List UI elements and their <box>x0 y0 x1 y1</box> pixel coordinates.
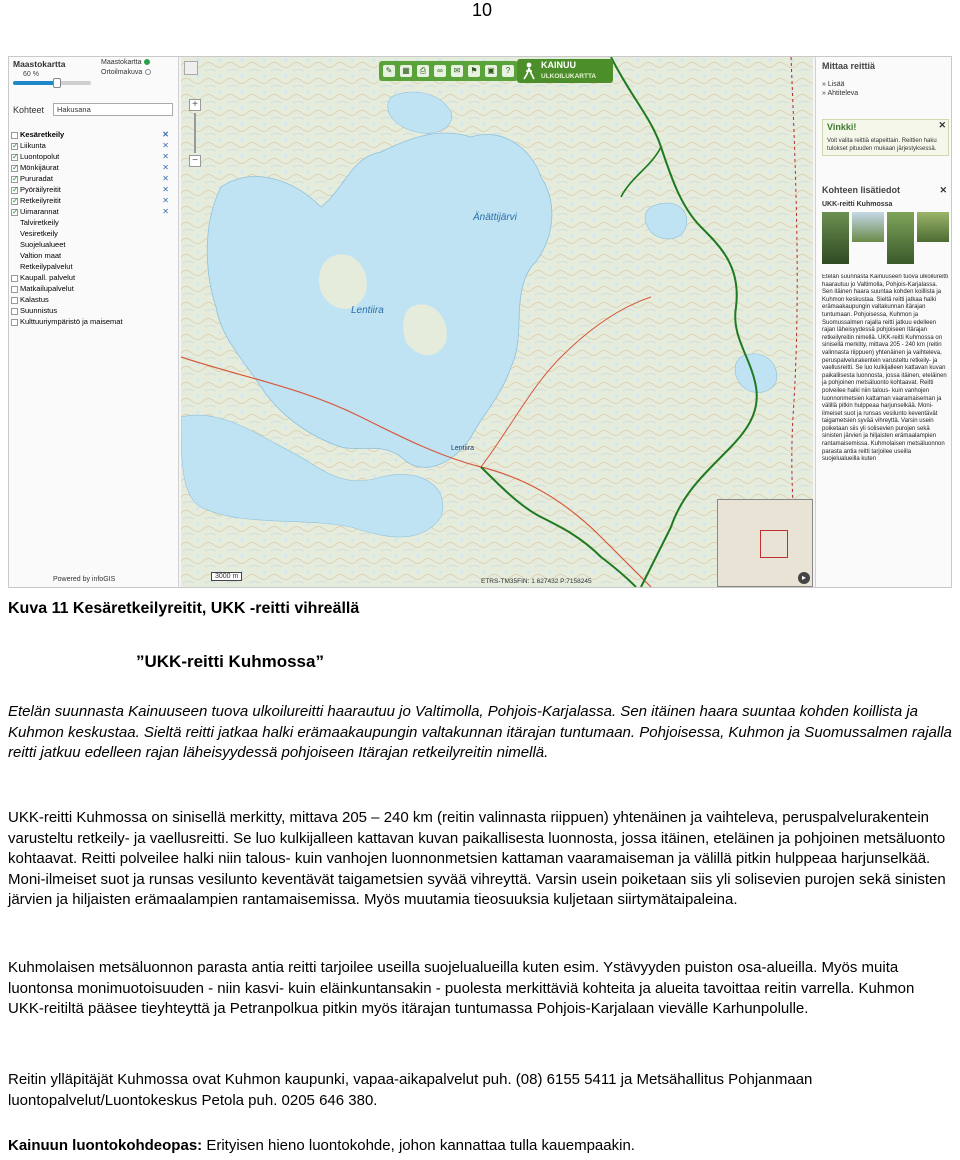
layer-item[interactable] <box>11 294 173 305</box>
checkbox-icon[interactable] <box>11 297 18 304</box>
overview-toggle-icon[interactable]: ▸ <box>798 572 810 584</box>
zoom-slider[interactable] <box>194 113 196 153</box>
base-option-ortho[interactable] <box>101 69 151 76</box>
town-label: Lentiira <box>451 445 474 452</box>
brand-title: KAINUU <box>541 60 576 70</box>
remove-icon[interactable]: ✕ <box>162 196 169 205</box>
layer-label: Suojelualueet <box>20 240 66 249</box>
paragraph: Reitin ylläpitäjät Kuhmossa ovat Kuhmon kaupunki, vapaa-aikapalvelut puh. (08) 6155 5411 ja Metsähallitus Pohjanmaan luontopalvelut/Luontokeskus Petola puh. 0205 646 380. <box>8 1071 813 1109</box>
base-option-label: Maastokartta <box>101 59 142 66</box>
lake-label: Änättijärvi <box>473 212 517 223</box>
brand-subtitle: ULKOILUKARTTA <box>541 73 597 80</box>
checkbox-checked-icon[interactable] <box>11 154 18 161</box>
zoom-in-button[interactable]: + <box>189 99 201 111</box>
item-title: UKK-reitti Kuhmossa <box>822 201 893 208</box>
remove-icon[interactable]: ✕ <box>162 174 169 183</box>
info-panel <box>815 57 952 587</box>
layer-item[interactable] <box>11 195 173 206</box>
paragraph: Etelän suunnasta Kainuuseen tuova ulkoilureitti haarautuu jo Valtimolla, Pohjois-Karjalassa. Sen itäinen haara suuntaa kohden koillista ja Kuhmon keskustaa. Sieltä reitti jatkaa halki erämaakaupungin valtakunnan itärajan tuntumaan. Pohjoisessa, Kuhmon ja Suomussalmen rajalla reitti jatkuu edelleen rajan läheisyydessä pohjoiseen Itärajan retkeilyreitin nimellä. <box>8 703 952 762</box>
help-icon[interactable]: ? <box>502 65 514 77</box>
page-number: 10 <box>471 0 493 20</box>
layer-label: Vesiretkeily <box>20 229 58 238</box>
layer-item[interactable] <box>11 272 173 283</box>
layer-label: Mönkijäurat <box>20 163 59 172</box>
checkbox-icon[interactable] <box>11 132 18 139</box>
tip-box <box>822 119 949 156</box>
layer-label: Pyöräilyreitit <box>20 185 61 194</box>
overview-extent <box>760 530 788 558</box>
pencil-icon[interactable]: ✎ <box>383 65 395 77</box>
base-option-terrain[interactable] <box>101 59 150 66</box>
layer-item[interactable] <box>11 250 173 261</box>
scale-bar: 3000 m <box>211 572 242 581</box>
layer-label: Talviretkeily <box>20 218 59 227</box>
remove-icon[interactable]: ✕ <box>162 141 169 150</box>
checkbox-checked-icon[interactable] <box>11 198 18 205</box>
layer-label: Kalastus <box>20 295 49 304</box>
opacity-knob[interactable] <box>53 78 61 88</box>
layer-label: Valtion maat <box>20 251 62 260</box>
kohteet-label: Kohteet <box>13 105 45 115</box>
brand-logo <box>517 59 613 83</box>
item-description: Etelän suunnasta Kainuuseen tuova ulkoilureitti haarautuu jo Valtimolla, Pohjois-Karjalassa. Sen itäinen haara suuntaa kohden koillista ja Kuhmon keskustaa. Sieltä reitti jatkaa halki erämaakaupungin valtakunnan itärajan tuntumaan. Pohjoisessa, Kuhmon ja Suomussalmen rajalla reitti jatkuu edelleen rajan läheisyydessä pohjoiseen Itärajan retkeilyreitin nimellä. UKK-reitti Kuhmossa on sinisellä merkitty, mittava 205 - 240 km (reitin valinnasta riippuen) yhtenäinen ja vaihteleva, peruspalvelurakentein varusteltu retkeily- ja vaellusreitti. Se luo kulkijalleen kattavan kuvan paikallisesta luonnosta, jossa itäinen, eteläinen ja pohjoinen metsäluonto kohtaavat. Reitti polveilee halki niin talous- kuin vanhojen luonnonmetsien kattaman vaaramaiseman ja välillä pitkin hulppeaa harjunselkää. Moni-ilmeiset suot ja runsas vesilunto keventävät taigametsien syvää vihreyttä. Varsin usein poiketaan siis yli solisevien purojen sekä sinisten järvien ja hiljaisten erämaalampien rantamaisemissa. Kuhmolaisen metsäluonnon parasta antia reitti tarjoilee useilla suojelualueilla kuten <box>822 274 949 463</box>
layer-item[interactable] <box>11 129 173 140</box>
layer-item[interactable] <box>11 206 173 217</box>
hiker-icon <box>522 62 536 80</box>
layer-item[interactable] <box>11 316 173 327</box>
link-icon[interactable]: ∞ <box>434 65 446 77</box>
layer-item[interactable] <box>11 217 173 228</box>
layer-label: Kulttuuriympäristö ja maisemat <box>20 317 123 326</box>
guide-text: Erityisen hieno luontokohde, johon kannattaa tulla kauempaakin. <box>202 1137 635 1154</box>
close-icon[interactable]: ✕ <box>939 185 947 195</box>
zoom-out-button[interactable]: − <box>189 155 201 167</box>
fullscreen-icon[interactable]: ▣ <box>485 65 497 77</box>
layer-item[interactable] <box>11 283 173 294</box>
layer-item[interactable] <box>11 151 173 162</box>
checkbox-checked-icon[interactable] <box>11 143 18 150</box>
checkbox-checked-icon[interactable] <box>11 209 18 216</box>
layer-item[interactable] <box>11 305 173 316</box>
remove-icon[interactable]: ✕ <box>162 185 169 194</box>
photo-thumbnail[interactable] <box>852 212 884 242</box>
map-screenshot <box>8 56 952 588</box>
coordinate-readout: ETRS-TM35FIN: 1 627432 P:7158245 <box>481 578 592 585</box>
layer-label: Retkeilyreitit <box>20 196 61 205</box>
print-icon[interactable]: ⎙ <box>417 65 429 77</box>
checkbox-icon[interactable] <box>11 319 18 326</box>
powered-by: Powered by infoGIS <box>53 576 116 583</box>
checkbox-checked-icon[interactable] <box>11 187 18 194</box>
map-view[interactable] <box>181 57 813 587</box>
search-input[interactable]: Hakusana <box>53 103 173 116</box>
measure-section <box>822 61 949 97</box>
measure-title: Mittaa reittiä <box>822 61 876 71</box>
layer-label: Suunnistus <box>20 306 58 315</box>
layer-label: Luontopolut <box>20 152 60 161</box>
layer-list <box>11 129 173 327</box>
paragraph <box>8 1136 952 1157</box>
photo-gallery <box>822 212 949 264</box>
remove-icon[interactable]: ✕ <box>162 130 169 139</box>
layer-label: Matkailupalvelut <box>20 284 74 293</box>
checkbox-icon[interactable] <box>11 275 18 282</box>
radio-icon <box>145 69 151 75</box>
layer-item[interactable] <box>11 173 173 184</box>
layer-label: Retkeilypalvelut <box>20 262 73 271</box>
figure-caption: Kuva 11 Kesäretkeilyreitit, UKK -reitti vihreällä <box>8 600 360 617</box>
layer-label: Liikunta <box>20 141 46 150</box>
mail-icon[interactable]: ✉ <box>451 65 463 77</box>
close-icon[interactable]: ✕ <box>938 120 946 130</box>
opacity-value: 60 % <box>23 71 39 78</box>
details-section <box>822 185 949 562</box>
layer-item[interactable] <box>11 140 173 151</box>
layer-item[interactable] <box>11 239 173 250</box>
tip-text: Voit valita reittiä etapeittain. Reittien haku tulokset pituuden mukaan järjestyksessä. <box>827 138 937 152</box>
measure-clear-link[interactable]: » Ahtiteleva <box>822 90 859 97</box>
opacity-slider[interactable] <box>13 81 91 85</box>
checkbox-icon[interactable] <box>11 286 18 293</box>
section-heading: ”UKK-reitti Kuhmossa” <box>136 652 324 671</box>
paragraph: Kuhmolaisen metsäluonnon parasta antia reitti tarjoilee useilla suojelualueilla kuten esim. Ystävyyden puiston osa-alueilla. Myös muita luontonsa monimuotoisuuden - niin kasvi- kuin eläinkuntansakin - puolesta merkittäviä kohteita ja alueita tavoittaa reitin varrella. Kuhmon UKK-reitiltä pääsee tieyhteyttä ja Petranpolkua pitkin myös itärajan tuntumassa Pohjois-Karjalaan vievälle Karhunpolulle. <box>8 959 915 1018</box>
layer-label: Kesäretkeily <box>20 130 65 139</box>
details-title: Kohteen lisätiedot <box>822 185 901 195</box>
checkbox-checked-icon[interactable] <box>11 165 18 172</box>
guide-label: Kainuun luontokohdeopas: <box>8 1137 203 1154</box>
layer-item[interactable] <box>11 162 173 173</box>
layer-label: Uimarannat <box>20 207 59 216</box>
layers-panel <box>9 57 179 587</box>
photo-thumbnail[interactable] <box>917 212 949 242</box>
tip-title: Vinkki! <box>827 122 857 132</box>
remove-icon[interactable]: ✕ <box>162 163 169 172</box>
measure-add-link[interactable]: » Lisää <box>822 81 845 88</box>
radio-selected-icon <box>144 59 150 65</box>
flag-icon[interactable]: ⚑ <box>468 65 480 77</box>
map-toolbar <box>379 61 518 81</box>
lake-label: Lentiira <box>351 305 384 316</box>
zoom-control <box>189 99 201 179</box>
checkbox-icon[interactable] <box>11 308 18 315</box>
layer-item[interactable] <box>11 228 173 239</box>
checkbox-checked-icon[interactable] <box>11 176 18 183</box>
layer-item[interactable] <box>11 184 173 195</box>
base-option-label: Ortoilmakuva <box>101 69 143 76</box>
photo-thumbnail[interactable] <box>887 212 914 264</box>
photo-thumbnail[interactable] <box>822 212 849 264</box>
layer-item[interactable] <box>11 261 173 272</box>
paragraph: UKK-reitti Kuhmossa on sinisellä merkitty, mittava 205 – 240 km (reitin valinnasta riippuen) yhtenäinen ja vaihteleva, peruspalvelurakentein varusteltu retkeily- ja vaellusreitti. Se luo kulkijalleen kattavan kuvan paikallisesta luonnosta, jossa itäinen, eteläinen ja pohjoinen metsäluonto kohtaavat. Reitti polveilee halki niin talous- kuin vanhojen luonnonmetsien kattaman vaaramaiseman ja välillä pitkin hulppeaa harjunselkää. Moni-ilmeiset suot ja runsas vesilunto keventävät taigametsien syvää vihreyttä. Varsin usein poiketaan siis yli solisevien purojen sekä sinisten järvien ja hiljaisten erämaalampien rantamaisemissa. Myös muutamia tieosuuksia kuljetaan siirtymätaipaleina. <box>8 809 946 909</box>
remove-icon[interactable]: ✕ <box>162 207 169 216</box>
calendar-icon[interactable]: ▦ <box>400 65 412 77</box>
layer-label: Pururadat <box>20 174 53 183</box>
layer-label: Kaupall. palvelut <box>20 273 76 282</box>
base-map-label: Maastokartta <box>13 59 66 69</box>
overview-map[interactable] <box>717 499 813 587</box>
remove-icon[interactable]: ✕ <box>162 152 169 161</box>
pan-icon[interactable] <box>184 61 198 75</box>
